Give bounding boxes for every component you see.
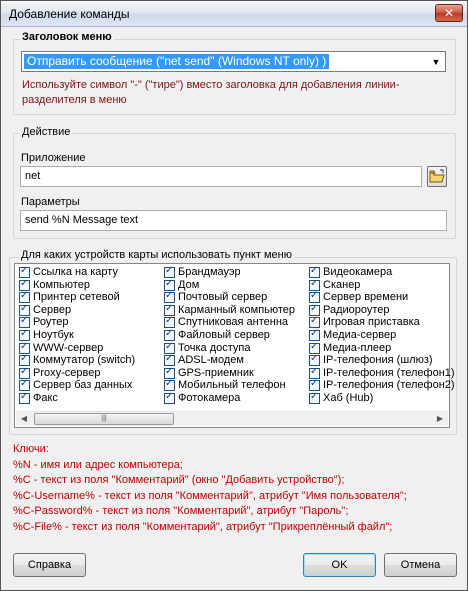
close-icon[interactable]: ✕ bbox=[435, 4, 463, 22]
application-label: Приложение bbox=[21, 152, 86, 164]
list-item[interactable]: ✓ Ссылка на карту bbox=[17, 266, 135, 279]
checkbox[interactable] bbox=[309, 305, 320, 316]
list-item[interactable]: ✓ GPS-приемник bbox=[162, 367, 295, 380]
key-line: %C-Username% - текст из поля "Комментарий", атрибут "Имя пользователя"; bbox=[13, 489, 407, 502]
action-label: Действие bbox=[22, 126, 71, 138]
checkbox[interactable] bbox=[309, 380, 320, 391]
list-item[interactable]: ✓ IP-телефония (шлюз) bbox=[307, 354, 455, 367]
list-item[interactable]: ✓ IP-телефония (телефон2) bbox=[307, 379, 455, 392]
checkbox[interactable] bbox=[19, 393, 30, 404]
checkbox[interactable] bbox=[309, 368, 320, 379]
checkbox[interactable] bbox=[19, 380, 30, 391]
list-item[interactable]: ✓ Компьютер bbox=[17, 279, 135, 292]
checkbox[interactable] bbox=[164, 355, 175, 366]
checkbox[interactable] bbox=[19, 267, 30, 278]
checkbox[interactable] bbox=[164, 280, 175, 291]
devices-checklist[interactable] bbox=[14, 263, 455, 428]
list-item[interactable]: ✓ Видеокамера bbox=[307, 266, 455, 279]
window-title: Добавление команды bbox=[9, 7, 130, 21]
checkbox[interactable] bbox=[164, 292, 175, 303]
key-line: %N - имя или адрес компьютера; bbox=[13, 458, 183, 471]
list-item[interactable]: ✓ Файловый сервер bbox=[162, 329, 295, 342]
list-item[interactable]: ✓ Медиа-сервер bbox=[307, 329, 455, 342]
menu-header-value: Отправить сообщение ("net send" (Windows NT only) ) bbox=[24, 54, 329, 69]
checkbox[interactable] bbox=[19, 330, 30, 341]
checkbox[interactable] bbox=[309, 330, 320, 341]
separator-hint: Используйте символ "-" ("тире") вместо заголовка для добавления линии-разделителя в меню bbox=[22, 79, 400, 106]
list-item[interactable]: ✓ Коммутатор (switch) bbox=[17, 354, 135, 367]
checkbox[interactable] bbox=[309, 355, 320, 366]
checkbox[interactable] bbox=[19, 355, 30, 366]
title-bar[interactable] bbox=[1, 1, 467, 27]
checkbox[interactable] bbox=[164, 330, 175, 341]
list-item[interactable]: ✓ Точка доступа bbox=[162, 342, 295, 355]
list-item[interactable]: ✓ Сервер bbox=[17, 304, 135, 317]
checkbox[interactable] bbox=[164, 368, 175, 379]
checkbox[interactable] bbox=[309, 292, 320, 303]
list-item[interactable]: ✓ Фотокамера bbox=[162, 392, 295, 405]
list-item[interactable]: ✓ Спутниковая антенна bbox=[162, 316, 295, 329]
horizontal-scrollbar[interactable] bbox=[16, 411, 448, 426]
list-item[interactable]: ✓ Медиа-плеер bbox=[307, 342, 455, 355]
list-item[interactable]: ✓ Ноутбук bbox=[17, 329, 135, 342]
chevron-down-icon[interactable]: ▼ bbox=[431, 57, 441, 67]
checkbox[interactable] bbox=[309, 267, 320, 278]
key-line: %C-Password% - текст из поля "Комментарий", атрибут "Пароль"; bbox=[13, 505, 349, 517]
checkbox[interactable] bbox=[19, 368, 30, 379]
folder-open-icon bbox=[428, 167, 446, 186]
ok-button[interactable]: OK bbox=[303, 553, 376, 577]
devices-column-1 bbox=[17, 266, 135, 405]
list-item[interactable]: ✓ Игровая приставка bbox=[307, 316, 455, 329]
list-item[interactable]: ✓ Радиороутер bbox=[307, 304, 455, 317]
devices-column-2 bbox=[162, 266, 295, 405]
checkbox[interactable] bbox=[164, 267, 175, 278]
list-item[interactable]: ✓ ADSL-модем bbox=[162, 354, 295, 367]
list-item[interactable]: ✓ Роутер bbox=[17, 316, 135, 329]
checkbox[interactable] bbox=[309, 317, 320, 328]
application-input[interactable]: net bbox=[20, 166, 422, 187]
scroll-left-icon[interactable]: ◀ bbox=[20, 414, 28, 423]
checkbox[interactable] bbox=[309, 343, 320, 354]
list-item[interactable]: ✓ Дом bbox=[162, 279, 295, 292]
checkbox[interactable] bbox=[309, 280, 320, 291]
devices-label: Для каких устройств карты использовать пункт меню bbox=[21, 249, 292, 261]
checkbox[interactable] bbox=[309, 393, 320, 404]
list-item[interactable]: ✓ Сервер баз данных bbox=[17, 379, 135, 392]
key-line: %C-File% - текст из поля "Комментарий", атрибут "Прикреплённый файл"; bbox=[13, 520, 393, 533]
devices-column-3 bbox=[307, 266, 455, 405]
checkbox[interactable] bbox=[164, 393, 175, 404]
list-item[interactable]: ✓ Факс bbox=[17, 392, 135, 405]
scroll-right-icon[interactable]: ▶ bbox=[436, 414, 444, 423]
list-item[interactable]: ✓ IP-телефония (телефон1) bbox=[307, 367, 455, 380]
list-item[interactable]: ✓ Карманный компьютер bbox=[162, 304, 295, 317]
parameters-input[interactable]: send %N Message text bbox=[20, 210, 447, 231]
checkbox[interactable] bbox=[19, 305, 30, 316]
list-item[interactable]: ✓ Брандмауэр bbox=[162, 266, 295, 279]
list-item[interactable]: ✓ Принтер сетевой bbox=[17, 291, 135, 304]
list-item[interactable]: ✓ Сканер bbox=[307, 279, 455, 292]
checkbox[interactable] bbox=[19, 343, 30, 354]
list-item[interactable]: ✓ Сервер времени bbox=[307, 291, 455, 304]
list-item[interactable]: ✓ Proxy-сервер bbox=[17, 367, 135, 380]
list-item[interactable]: ✓ WWW-сервер bbox=[17, 342, 135, 355]
checkbox[interactable] bbox=[164, 380, 175, 391]
keys-legend bbox=[13, 442, 407, 535]
checkbox[interactable] bbox=[164, 305, 175, 316]
browse-button[interactable] bbox=[427, 166, 447, 187]
menu-header-combobox[interactable] bbox=[21, 51, 446, 72]
checkbox[interactable] bbox=[164, 343, 175, 354]
list-item[interactable]: ✓ Хаб (Hub) bbox=[307, 392, 455, 405]
list-item[interactable]: ✓ Почтовый сервер bbox=[162, 291, 295, 304]
checkbox[interactable] bbox=[19, 292, 30, 303]
menu-header-label: Заголовок меню bbox=[22, 31, 112, 43]
checkbox[interactable] bbox=[19, 317, 30, 328]
checkbox[interactable] bbox=[164, 317, 175, 328]
keys-title: Ключи: bbox=[13, 443, 49, 455]
cancel-button[interactable]: Отмена bbox=[384, 553, 457, 577]
checkbox[interactable] bbox=[19, 280, 30, 291]
key-line: %C - текст из поля "Комментарий" (окно "Добавить устройство"); bbox=[13, 474, 345, 486]
scrollbar-thumb[interactable]: ||| bbox=[34, 413, 174, 425]
list-item[interactable]: ✓ Мобильный телефон bbox=[162, 379, 295, 392]
help-button[interactable]: Справка bbox=[13, 553, 86, 577]
parameters-label: Параметры bbox=[21, 196, 80, 208]
